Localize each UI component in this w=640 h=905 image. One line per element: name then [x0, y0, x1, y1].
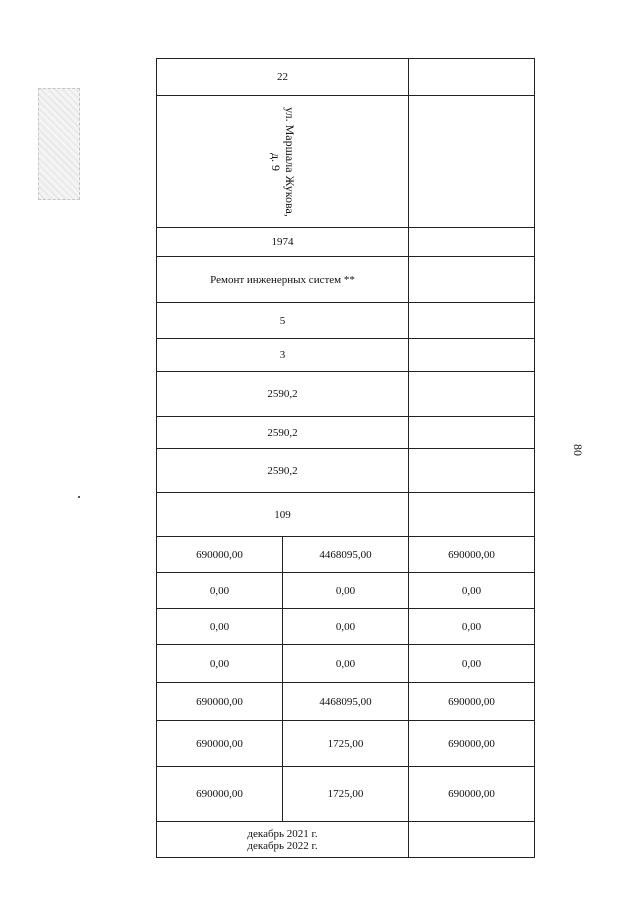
housing-repair-table [156, 58, 535, 858]
row-deadline [157, 822, 535, 858]
money-cell: 690000,00 [157, 767, 283, 822]
cell-empty [409, 449, 535, 493]
cell-empty [409, 493, 535, 537]
money-row [157, 573, 535, 609]
address-line-2: д. 9 [268, 152, 283, 171]
row-residents [157, 493, 535, 537]
money-cell: 0,00 [283, 645, 409, 683]
money-cell: 690000,00 [157, 683, 283, 721]
money-row [157, 645, 535, 683]
money-cell: 690000,00 [157, 537, 283, 573]
cell-empty [409, 59, 535, 96]
cell-area-3: 2590,2 [157, 449, 409, 493]
money-cell: 0,00 [409, 573, 535, 609]
row-entrances [157, 339, 535, 372]
money-row [157, 683, 535, 721]
row-address [157, 96, 535, 228]
money-row [157, 537, 535, 573]
cell-area-2: 2590,2 [157, 417, 409, 449]
money-row [157, 767, 535, 822]
page-number: 80 [571, 444, 585, 456]
cell-empty [409, 339, 535, 372]
money-cell: 0,00 [283, 609, 409, 645]
money-cell: 0,00 [157, 573, 283, 609]
row-floors [157, 303, 535, 339]
money-cell: 4468095,00 [283, 537, 409, 573]
cell-deadline [157, 822, 409, 858]
cell-number: 22 [157, 59, 409, 96]
money-cell: 690000,00 [409, 721, 535, 767]
address-line-1: ул. Маршала Жукова, [282, 106, 297, 217]
money-cell: 0,00 [283, 573, 409, 609]
row-year [157, 228, 535, 257]
money-row [157, 721, 535, 767]
cell-empty [409, 822, 535, 858]
cell-empty [409, 257, 535, 303]
money-cell: 1725,00 [283, 721, 409, 767]
cell-residents: 109 [157, 493, 409, 537]
row-work-type [157, 257, 535, 303]
deadline-line-1: декабрь 2021 г. [247, 827, 318, 840]
cell-empty [409, 417, 535, 449]
cell-empty [409, 96, 535, 228]
money-cell: 0,00 [157, 645, 283, 683]
deadline-line-2: декабрь 2022 г. [247, 839, 318, 852]
cell-year: 1974 [157, 228, 409, 257]
cell-empty [409, 303, 535, 339]
cell-area-total: 2590,2 [157, 372, 409, 417]
blurred-stamp [38, 88, 80, 200]
money-cell: 690000,00 [409, 683, 535, 721]
money-cell: 4468095,00 [283, 683, 409, 721]
cell-floors: 5 [157, 303, 409, 339]
cell-work-type: Ремонт инженерных систем ** [157, 257, 409, 303]
money-cell: 690000,00 [157, 721, 283, 767]
money-cell: 690000,00 [409, 537, 535, 573]
money-cell: 1725,00 [283, 767, 409, 822]
address-text [269, 101, 297, 223]
money-cell: 690000,00 [409, 767, 535, 822]
money-cell: 0,00 [409, 645, 535, 683]
cell-empty [409, 372, 535, 417]
money-cell: 0,00 [409, 609, 535, 645]
cell-address [157, 96, 409, 228]
scan-speck [78, 496, 80, 498]
row-area-3 [157, 449, 535, 493]
money-row [157, 609, 535, 645]
cell-entrances: 3 [157, 339, 409, 372]
cell-empty [409, 228, 535, 257]
row-area-2 [157, 417, 535, 449]
money-cell: 0,00 [157, 609, 283, 645]
row-number [157, 59, 535, 96]
row-area-total [157, 372, 535, 417]
